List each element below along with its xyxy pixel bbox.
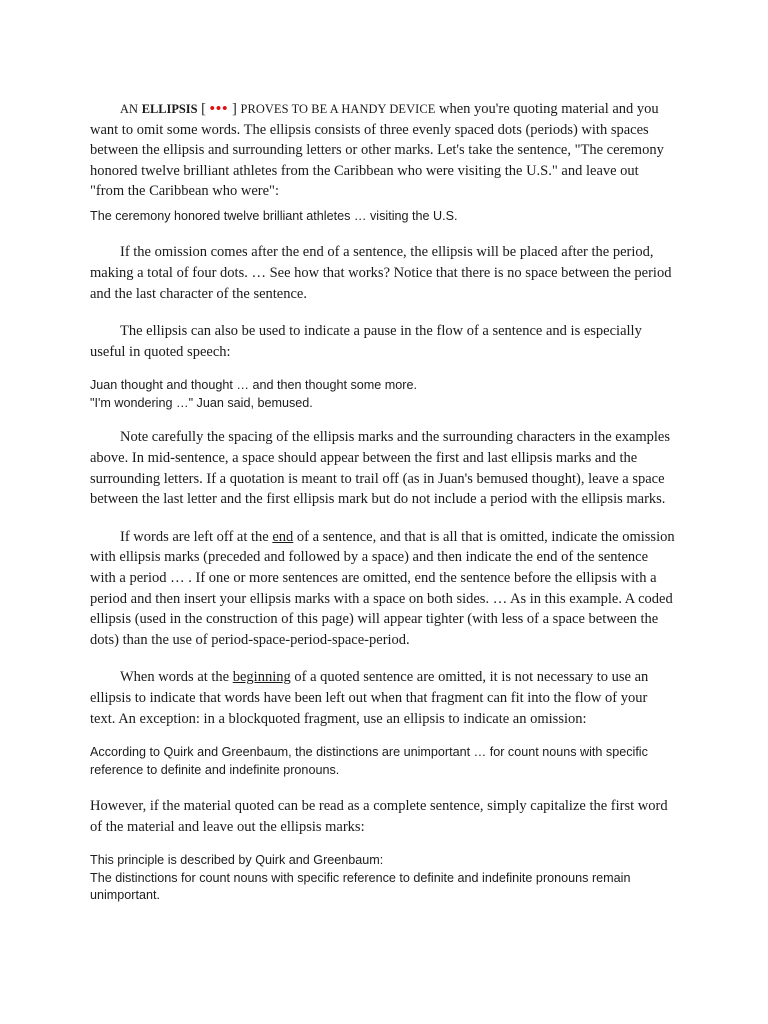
intro-bracket-open: [ <box>201 101 206 117</box>
document-body <box>90 99 675 905</box>
underlined-word-beginning: beginning <box>232 669 291 686</box>
quote-line: The distinctions for count nouns with specific reference to definite and indefinite pronouns remain unimportant. <box>90 870 631 903</box>
red-ellipsis-dots: ••• <box>209 101 229 117</box>
quote-line: This principle is described by Quirk and Greenbaum: <box>90 853 384 868</box>
paragraph-complete-sentence: However, if the material quoted can be read as a complete sentence, simply capitalize the first word of the material and leave out the ellipsis marks: <box>90 798 668 835</box>
intro-rest: when you're quoting material and you want to omit some words. The ellipsis consists of three evenly spaced dots (periods) with spaces between the ellipsis and surrounding letters or other marks. Let's take the sentence, "The ceremony honored twelve brilliant athletes from the Caribbean who were visiting the U.S." and leave out "from the Caribbean who were": <box>90 101 664 200</box>
quote-line: Juan thought and thought … and then thought some more. <box>90 378 417 393</box>
intro-ellipsis-word: ELLIPSIS <box>141 102 198 116</box>
quote-line: "I'm wondering …" Juan said, bemused. <box>90 395 313 410</box>
paragraph-spacing-note: Note carefully the spacing of the ellipsis marks and the surrounding characters in the examples above. In mid-sentence, a space should appear between the first and last ellipsis marks and the surrounding letters. If a quotation is meant to trail off (as in Juan's bemused thought), leave a space between the last letter and the first ellipsis mark but do not include a period with the ellipsis marks. <box>90 429 671 508</box>
intro-bracket-close: ] <box>232 101 237 117</box>
intro-proves: PROVES TO BE A HANDY DEVICE <box>240 102 436 116</box>
example-quote-2 <box>90 377 675 412</box>
example-quote-4 <box>90 852 675 905</box>
example-quote-3: According to Quirk and Greenbaum, the distinctions are unimportant … for count nouns with specific reference to definite and indefinite pronouns. <box>90 745 648 777</box>
intro-paragraph <box>90 99 675 202</box>
example-quote-1: The ceremony honored twelve brilliant athletes … visiting the U.S. <box>90 208 458 223</box>
paragraph-pause: The ellipsis can also be used to indicate a pause in the flow of a sentence and is especially useful in quoted speech: <box>90 323 642 360</box>
text-span: If words are left off at the <box>120 528 273 545</box>
underlined-word-end: end <box>272 528 294 545</box>
intro-an: AN <box>120 102 139 116</box>
text-span: When words at the <box>120 669 233 686</box>
paragraph-four-dots: If the omission comes after the end of a sentence, the ellipsis will be placed after the period, making a total of four dots. … See how that works? Notice that there is no space between the period and the last character of the sentence. <box>90 244 672 302</box>
paragraph-end-omission <box>90 527 675 651</box>
paragraph-beginning-omission <box>90 667 675 729</box>
text-span: of a sentence, and that is all that is omitted, indicate the omission with ellipsis marks (preceded and followed by a space) and then indicate the end of the sentence with a period … . If one or more sentences are omitted, end the sentence before the ellipsis with a period and then insert your ellipsis marks with a space on both sides. … As in this example. A coded ellipsis (used in the construction of this page) will appear tighter (with less of a space between the dots) than the use of period-space-period-space-period. <box>90 528 675 648</box>
text-span: of a quoted sentence are omitted, it is not necessary to use an ellipsis to indicate that words have been left out when that fragment can fit into the flow of your text. An exception: in a blockquoted fragment, use an ellipsis to indicate an omission: <box>90 669 649 727</box>
